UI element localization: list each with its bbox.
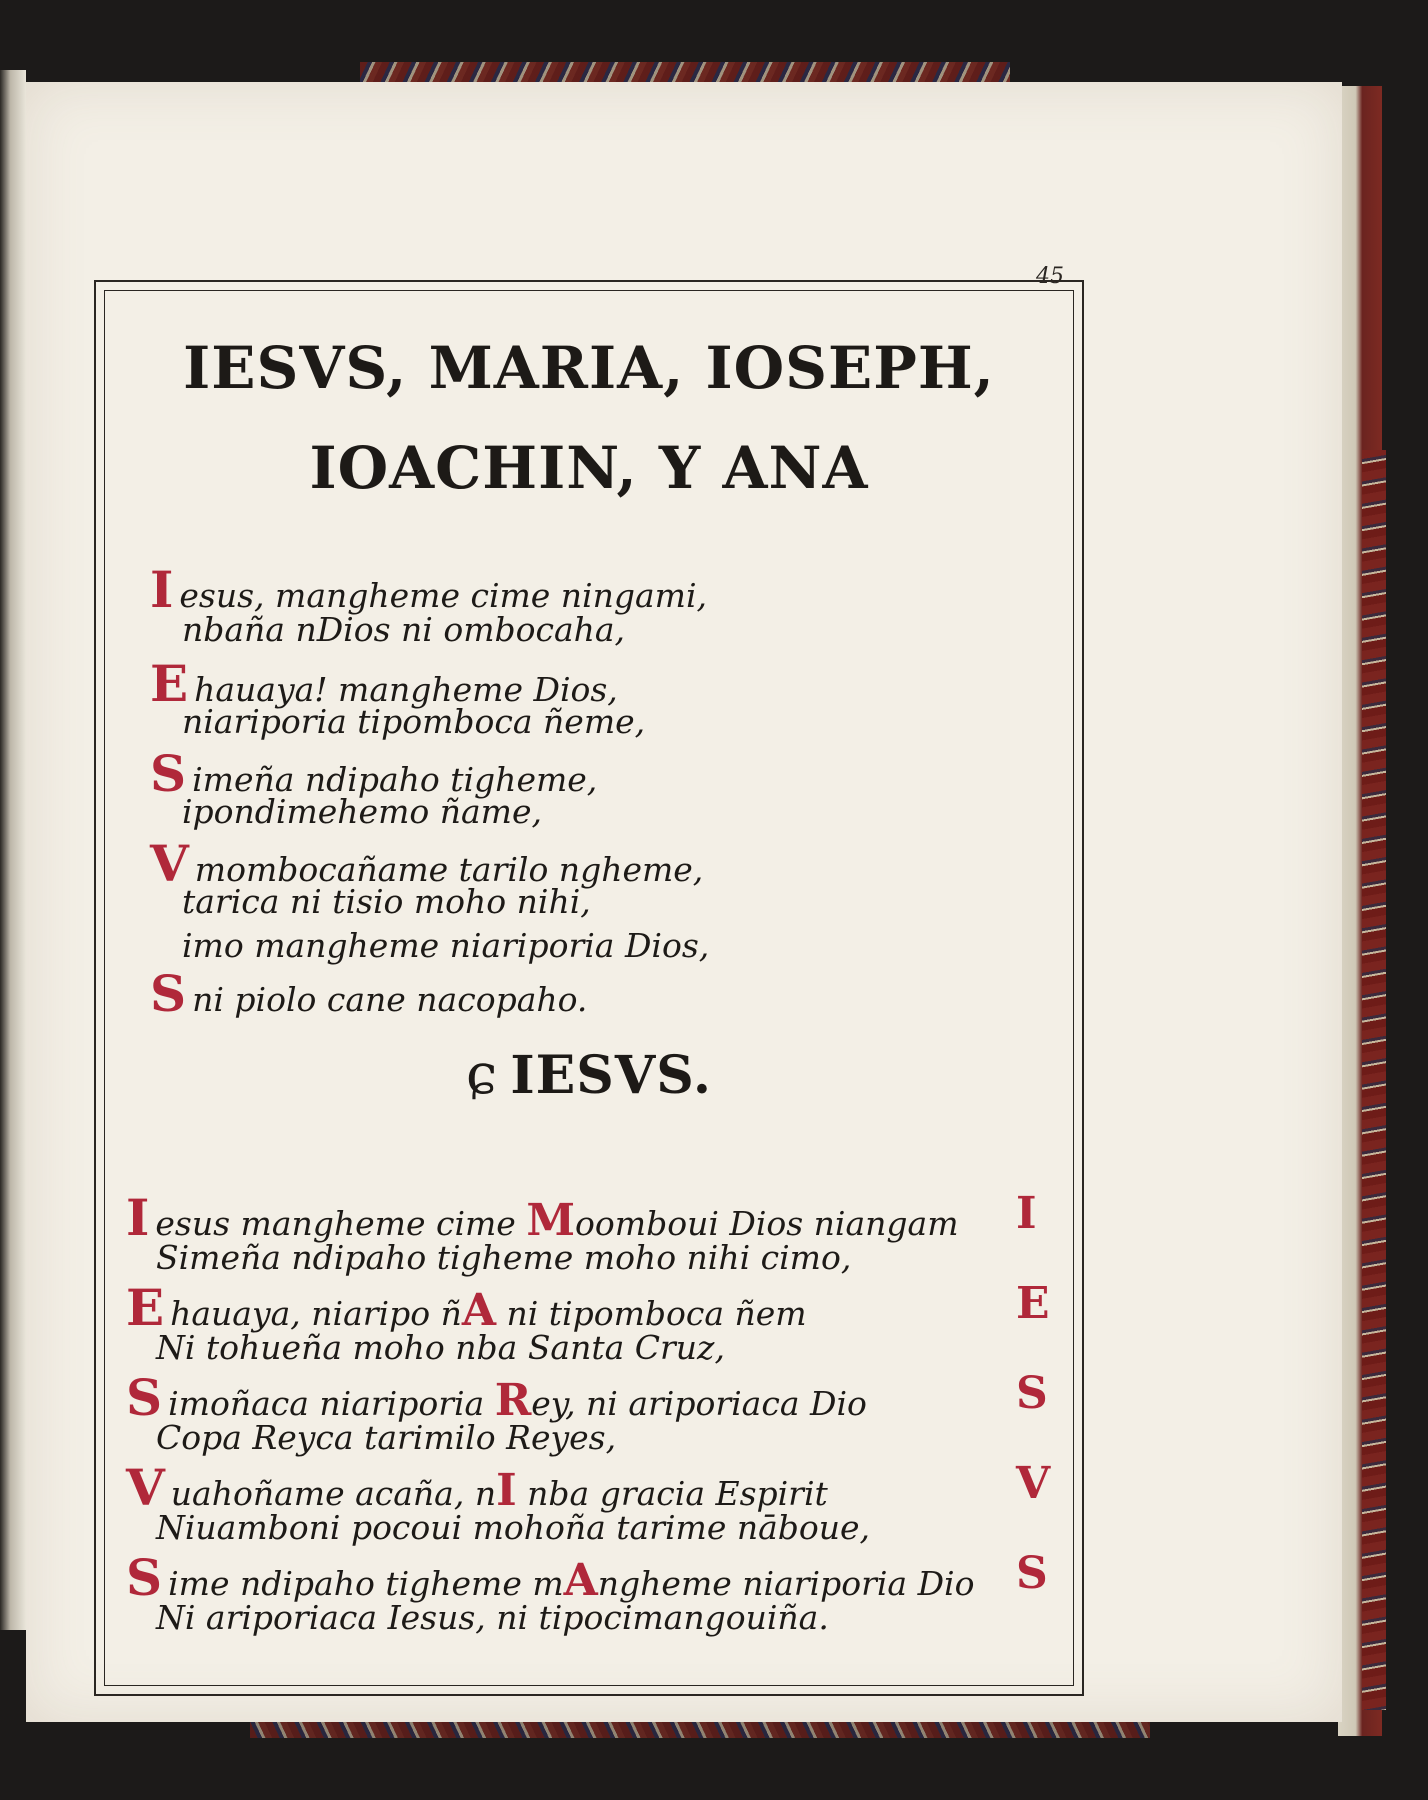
acrostic2-line: Ni ariporiaca Iesus, ni tipocimangouiña. xyxy=(156,1598,829,1637)
text-frame xyxy=(94,280,1084,1696)
acrostic1-line: tarica ni tisio moho nihi, xyxy=(182,882,591,921)
acrostic1-line: Simeña ndipaho tigheme, xyxy=(150,744,598,803)
acrostic2-right-initial: V xyxy=(1016,1458,1051,1509)
acrostic2-right-initial: I xyxy=(1016,1188,1037,1239)
acrostic1-line: Sni piolo cane nacopaho. xyxy=(150,964,588,1023)
acrostic2-line: Copa Reyca tarimilo Reyes, xyxy=(156,1418,617,1457)
acrostic1-line: Iesus, mangheme cime ningami, xyxy=(150,560,708,619)
acrostic2-line: Simeña ndipaho tigheme moho nihi cimo, xyxy=(156,1238,852,1277)
acrostic1-line: ipondimehemo ñame, xyxy=(182,792,542,831)
manuscript-page xyxy=(26,82,1342,1722)
acrostic2-line: Niuamboni pocoui mohoña tarime nāboue, xyxy=(156,1508,871,1547)
section-flourish: ɕ xyxy=(465,1042,499,1107)
acrostic2-right-initial: S xyxy=(1016,1368,1048,1419)
section-title: ɕ IESVS. xyxy=(465,1042,713,1107)
acrostic1-line: imo mangheme niariporia Dios, xyxy=(182,926,710,965)
acrostic2-line: Iesus mangheme cime Moomboui Dios niangam xyxy=(126,1188,959,1247)
acrostic2-line: Ehauaya, niaripo ñA ni tipomboca ñem xyxy=(126,1278,807,1337)
acrostic2-line: Vuahoñame acaña, nI nba gracia Espirit xyxy=(126,1458,828,1517)
acrostic2-right-initial: S xyxy=(1016,1548,1048,1599)
acrostic2-line: Ni tohueña moho nba Santa Cruz, xyxy=(156,1328,725,1367)
book-gutter xyxy=(0,70,26,1630)
acrostic1-line: Ehauaya! mangheme Dios, xyxy=(150,654,618,713)
acrostic2-right-initial: E xyxy=(1016,1278,1050,1329)
acrostic2-line: Simoñaca niariporia Rey, ni ariporiaca Dio xyxy=(126,1368,867,1427)
page-title-line1: IESVS, MARIA, IOSEPH, xyxy=(183,334,995,402)
acrostic1-line: niariporia tipomboca ñeme, xyxy=(182,702,646,741)
acrostic2-line: Sime ndipaho tigheme mAngheme niariporia Dio xyxy=(126,1548,975,1607)
page-title-line2: IOACHIN, Y ANA xyxy=(309,434,869,502)
acrostic1-line: Vmombocañame tarilo ngheme, xyxy=(150,834,704,893)
acrostic1-line: nbaña nDios ni ombocaha, xyxy=(182,610,626,649)
marbled-right-edge xyxy=(1362,450,1386,1710)
page-number: 45 xyxy=(1036,264,1064,289)
